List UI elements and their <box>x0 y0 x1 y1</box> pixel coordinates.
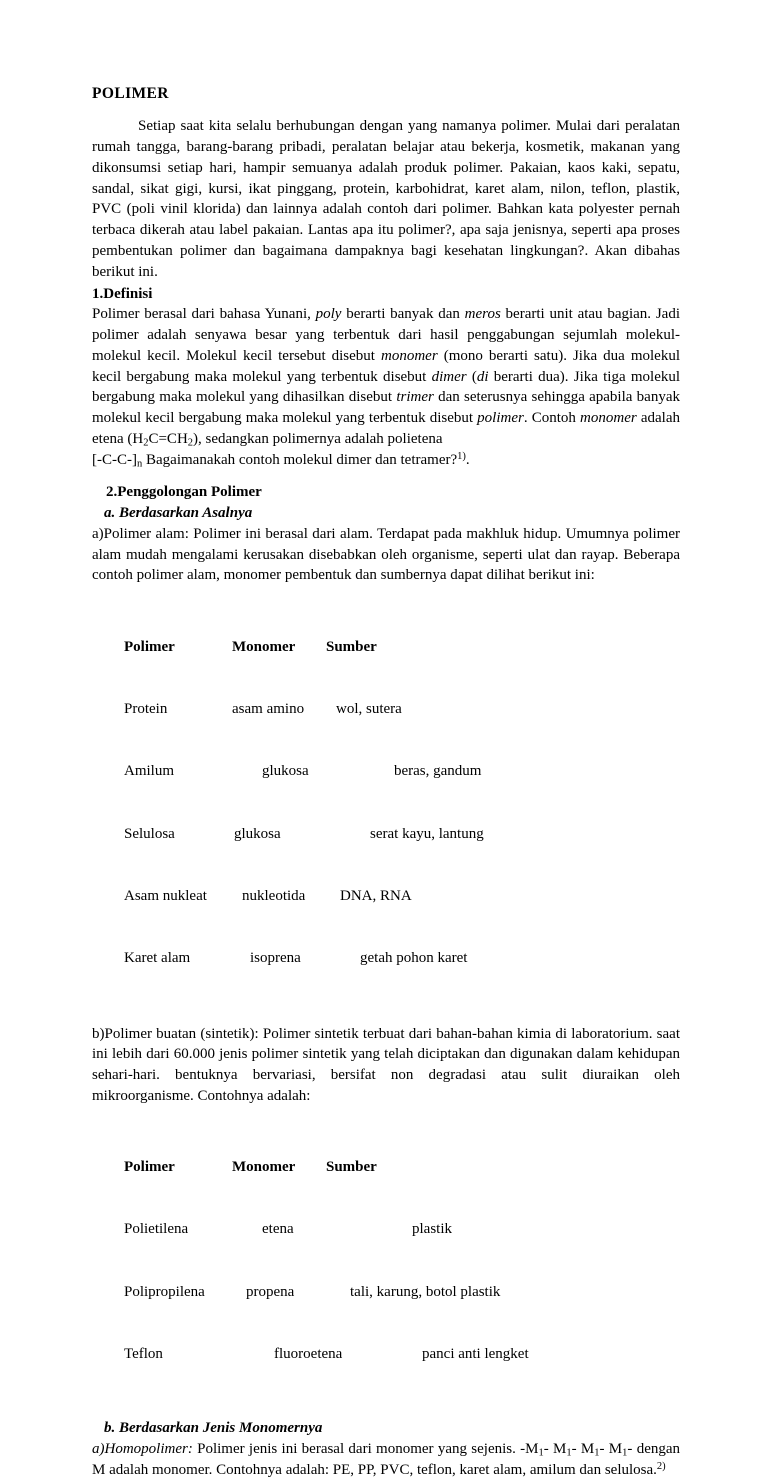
polimer-alam-text: Polimer alam: Polimer ini berasal dari alam. Terdapat pada makhluk hidup. Umumnya polimer alam mudah mengalami kerusakan disebabkan oleh organisme, seperti ulat dan rayap. Beberapa contoh polimer alam, monomer pembentuk dan sumbernya dapat dilihat berikut ini: <box>92 525 680 584</box>
term-di: di <box>476 368 489 385</box>
cell-polimer: Amilum <box>124 763 175 780</box>
list-marker-b: b) <box>92 1025 105 1042</box>
homopolimer-text-1: Polimer jenis ini berasal dari monomer yang sejenis. -M <box>192 1441 539 1458</box>
cell-sumber: getah pohon karet <box>360 950 468 967</box>
col-header-monomer: Monomer <box>232 1159 296 1176</box>
term-trimer: trimer <box>396 389 434 406</box>
table-row <box>124 948 680 969</box>
definisi-paragraph <box>92 304 680 449</box>
col-header-polimer: Polimer <box>124 1159 175 1176</box>
cell-polimer: Asam nukleat <box>124 887 207 904</box>
paragraph-polimer-buatan <box>92 1024 680 1107</box>
paragraph-polimer-alam <box>92 524 680 586</box>
cell-monomer: asam amino <box>232 701 305 718</box>
heading-definisi: 1.Definisi <box>92 285 153 302</box>
definisi-text-11: ), sedangkan polimernya adalah polietena <box>193 430 443 447</box>
definisi-text-7: dan seterusnya sehingga apabila banyak molekul kecil bergabung maka molekul yang terbentuk disebut <box>92 389 680 427</box>
cell-monomer: fluoroetena <box>274 1346 343 1363</box>
definisi-text-6: berarti dua). Jika tiga molekul bergabung maka molekul yang dihasilkan disebut <box>92 368 681 406</box>
cell-sumber: plastik <box>412 1221 452 1238</box>
formula-period: . <box>465 451 470 468</box>
cell-polimer: Karet alam <box>124 950 191 967</box>
paragraph-homopolimer <box>92 1439 680 1481</box>
cell-polimer: Selulosa <box>124 825 175 842</box>
cell-polimer: Polipropilena <box>124 1283 205 1300</box>
subscript-m1-a: 1 <box>538 1447 544 1459</box>
cell-polimer: Protein <box>124 701 168 718</box>
cell-monomer: glukosa <box>234 825 281 842</box>
subscript-m1-d: 1 <box>622 1447 628 1459</box>
definisi-text-9: adalah etena (H <box>92 410 680 447</box>
definisi-text-10: C=CH <box>148 430 188 447</box>
term-polimer: polimer <box>477 410 524 427</box>
term-poly: poly <box>315 306 342 323</box>
col-header-polimer: Polimer <box>124 638 175 655</box>
table-row <box>124 699 680 720</box>
heading-berdasarkan-asalnya: a. Berdasarkan Asalnya <box>104 505 253 522</box>
table-header-row <box>124 1157 680 1178</box>
definisi-text-3: berarti unit atau bagian. Jadi polimer adalah senyawa besar yang terbentuk dari hasil penggabungan sejumlah molekul-molekul kecil. Molekul kecil tersebut disebut <box>92 306 680 364</box>
homopolimer-text-2: - M <box>543 1441 567 1458</box>
subscript-etena-1: 2 <box>143 437 149 449</box>
subscript-n: n <box>137 457 143 469</box>
cell-sumber: tali, karung, botol plastik <box>350 1283 501 1300</box>
term-homopolimer: Homopolimer: <box>104 1441 193 1458</box>
table-row <box>124 761 680 782</box>
document-content <box>92 84 680 1481</box>
page-title: POLIMER <box>92 85 169 102</box>
subscript-etena-2: 2 <box>187 437 194 449</box>
cell-monomer: propena <box>246 1283 295 1300</box>
definisi-text-8: . Contoh <box>523 410 581 427</box>
cell-monomer: etena <box>262 1221 294 1238</box>
table-row <box>124 1219 680 1240</box>
term-dimer: dimer <box>431 368 467 385</box>
cell-sumber: panci anti lengket <box>422 1346 529 1363</box>
term-monomer: monomer <box>381 347 438 364</box>
cell-sumber: DNA, RNA <box>340 887 412 904</box>
table-row <box>124 1344 680 1365</box>
formula-question: Bagaimanakah contoh molekul dimer dan tetramer? <box>142 451 458 468</box>
table-polimer-alam <box>92 595 680 1010</box>
list-marker-homo: a) <box>92 1441 105 1458</box>
term-meros: meros <box>464 306 501 323</box>
cell-polimer: Polietilena <box>124 1221 189 1238</box>
table-row <box>124 1282 680 1303</box>
homopolimer-text-4: - M <box>599 1441 623 1458</box>
cell-monomer: isoprena <box>250 950 301 967</box>
definisi-text-4: (mono berarti satu). Jika dua molekul kecil bergabung maka molekul yang terbentuk disebut <box>92 347 680 385</box>
table-polimer-sintetik <box>92 1116 680 1407</box>
cell-sumber: wol, sutera <box>336 701 402 718</box>
formula-polietena: [-C-C-] <box>92 451 137 468</box>
col-header-sumber: Sumber <box>326 638 377 655</box>
intro-paragraph: Setiap saat kita selalu berhubungan dengan yang namanya polimer. Mulai dari peralatan rumah tangga, barang-barang pribadi, peralatan belajar atau bekerja, kosmetik, makanan yang dikonsumsi setiap hari, hampir semuanya adalah produk polimer. Pakaian, kaos kaki, sepatu, sandal, sikat gigi, kursi, ikat pinggang, protein, karbohidrat, karet alam, nilon, teflon, plastik, PVC (poli vinil klorida) dan lainnya adalah contoh dari polimer. Bahkan kata polyester pernah terbaca dikerah atau label pakaian. Lantas apa itu polimer?, apa saja jenisnya, seperti apa proses pembentukan polimer dan bagaimana dampaknya bagi kesehatan lingkungan?. Akan dibahas berikut ini. <box>92 118 680 280</box>
definisi-text-5: ( <box>466 368 477 385</box>
term-monomer-2: monomer <box>580 410 637 427</box>
cell-monomer: nukleotida <box>242 887 306 904</box>
definisi-text-1: Polimer berasal dari bahasa Yunani, <box>92 306 316 323</box>
footnote-ref-1: 1) <box>457 450 466 462</box>
col-header-sumber: Sumber <box>326 1159 377 1176</box>
cell-sumber: beras, gandum <box>394 763 482 780</box>
cell-sumber: serat kayu, lantung <box>370 825 484 842</box>
table-header-row <box>124 637 680 658</box>
cell-polimer: Teflon <box>124 1346 163 1363</box>
definisi-text-2: berarti banyak dan <box>341 306 465 323</box>
table-row <box>124 824 680 845</box>
table-row <box>124 886 680 907</box>
homopolimer-text-5: - dengan M adalah monomer. Contohnya adalah: PE, PP, PVC, teflon, karet alam, amilum dan selulosa. <box>92 1441 681 1478</box>
col-header-monomer: Monomer <box>232 638 296 655</box>
heading-penggolongan: 2.Penggolongan Polimer <box>106 484 262 501</box>
polimer-buatan-text: Polimer buatan (sintetik): Polimer sintetik terbuat dari bahan-bahan kimia di laboratorium. saat ini lebih dari 60.000 jenis polimer sintetik yang telah diciptakan dan digunakan dalam kehidupan sehari-hari. bentuknya bervariasi, bersifat non degradasi atau sulit diuraikan oleh mikroorganisme. Contohnya adalah: <box>92 1025 680 1104</box>
homopolimer-text-3: - M <box>571 1441 595 1458</box>
footnote-ref-2: 2) <box>656 1461 666 1473</box>
formula-paragraph <box>92 450 680 471</box>
cell-monomer: glukosa <box>262 763 309 780</box>
heading-berdasarkan-jenis-monomernya: b. Berdasarkan Jenis Monomernya <box>104 1420 323 1437</box>
list-marker-a: a) <box>92 525 104 542</box>
subscript-m1-b: 1 <box>566 1447 572 1459</box>
subscript-m1-c: 1 <box>594 1447 600 1459</box>
